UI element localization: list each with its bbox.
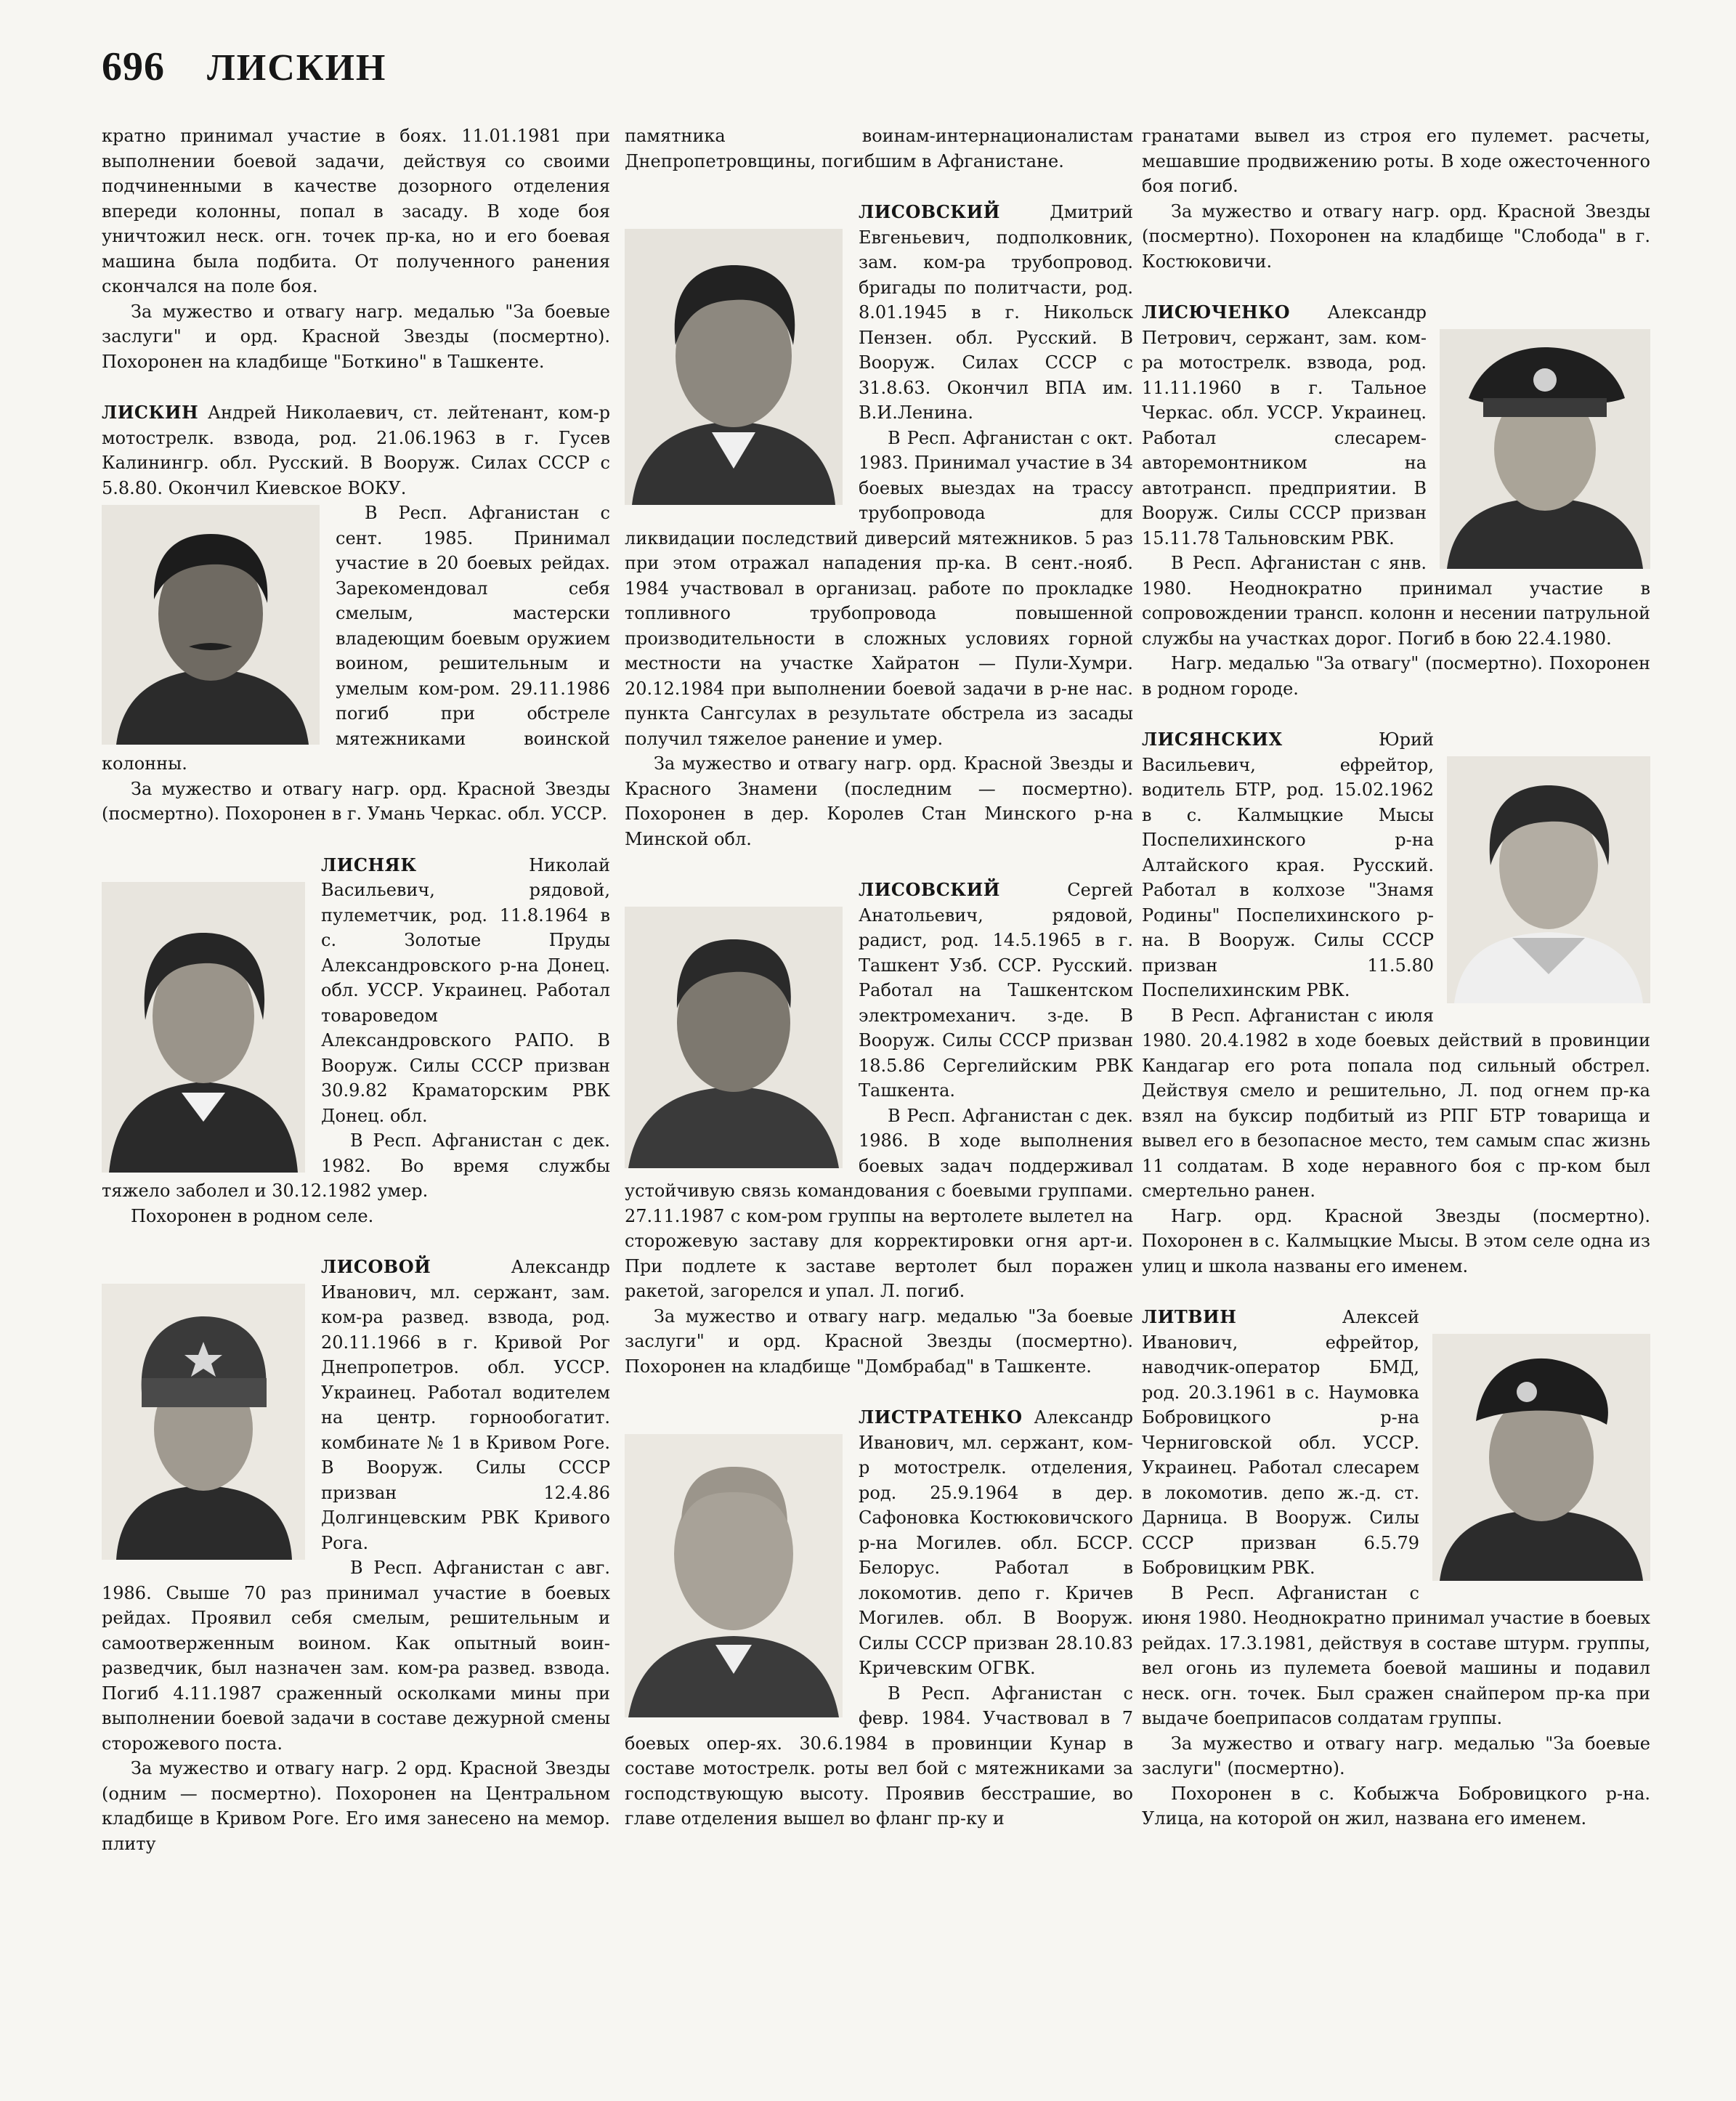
entry-lisnyak bbox=[102, 853, 610, 1229]
entry-paragraph: Похоронен в родном селе. bbox=[131, 1205, 374, 1226]
entry-lead bbox=[1142, 300, 1650, 551]
entry-lead bbox=[102, 853, 610, 1129]
column-1 bbox=[102, 124, 610, 1882]
entry-paragraph: За мужество и отвагу нагр. медалью "За боевые заслуги" и орд. Красной Звезды (посмертно). Похоронен на кладбище "Домбрабад" в Ташкенте. bbox=[625, 1305, 1133, 1377]
portrait-photo bbox=[1432, 1334, 1650, 1581]
entry-paragraph: кратно принимал участие в боях. 11.01.1981 при выполнении боевой задачи, действуя со своими подчиненными в качестве дозорного отделения впереди колонны, попал в засаду. В ходе боя уничтожил неск. огн. точек пр-ка, но и его боевая машина была подбита. От полученного ранения скончался на поле боя. bbox=[102, 126, 610, 296]
entry-lead-text: Александр Иванович, мл. сержант, зам. ком-ра развед. взвода, род. 20.11.1966 в г. Кривой Рог Днепропетров. обл. УССР. Украинец. Работал водителем на центр. горнообогатит. комбинате № 1 в Кривом Роге. В Вооруж. Силы СССР призван 12.4.86 Долгинцевским РВК Кривого Рога. bbox=[321, 1257, 610, 1553]
entry-lisovskiy-dmitriy bbox=[625, 200, 1133, 851]
entry-lead-body: Александр Петрович, сержант, зам. ком-ра мотострелк. взвода, род. 11.11.1960 в г. Тальное Черкас. обл. УССР. Украинец. Работал слесарем-авторемонтником на автотрансп. предприятии. В Вооруж. Силы СССР призван 15.11.78 Тальновским РВК. bbox=[1142, 302, 1427, 548]
entry-lead-body: Юрий Васильевич, ефрейтор, водитель БТР, род. 15.02.1962 в с. Калмыцкие Мысы Поспелихинского р-на Алтайского края. Русский. Работал в колхозе "Знамя Родины" Поспелихинского р-на. В Вооруж. Силы СССР призван 11.5.80 Поспелихинским РВК. bbox=[1142, 729, 1434, 1000]
entry-lead bbox=[625, 200, 1133, 426]
entry-litvin bbox=[1142, 1305, 1650, 1831]
entry-surname: ЛИСНЯК bbox=[321, 854, 417, 875]
entry-paragraph bbox=[102, 501, 610, 777]
entry-surname: ЛИСОВОЙ bbox=[321, 1256, 431, 1277]
entry-lead-text: Сергей Анатольевич, рядовой, радист, род. 14.5.1965 в г. Ташкент Узб. ССР. Русский. Работал на Ташкентском электромеханич. з-де. В Вооруж. Силы СССР призван 18.5.86 Сергелийским РВК Ташкента. bbox=[859, 880, 1133, 1101]
entry-surname: ЛИТВИН bbox=[1142, 1306, 1237, 1327]
entry-paragraph-text: В Респ. Афганистан с сент. 1985. Принимал участие в 20 боевых рейдах. Зарекомендовал себя смелым, мастерски владеющим боевым оружием воином, решительным и умелым ком-ром. 29.11.1986 погиб при обстреле мятежниками воинской колонны. bbox=[102, 503, 610, 774]
entry-paragraph: В Респ. Афганистан с июля 1980. 20.4.1982 в ходе боевых действий в провинции Кандагар его рота попала под сильный обстрел. Действуя смело и решительно, Л. под огнем пр-ка взял на буксир подбитый из РПГ БТР товарища и вывел его в безопасное место, тем самым спас жизнь 11 солдатам. В ходе неравного боя с пр-ком был смертельно ранен. bbox=[1142, 1005, 1650, 1201]
entry-lead bbox=[102, 1255, 610, 1555]
entry-surname: ЛИСОВСКИЙ bbox=[859, 201, 1000, 222]
entry-lead bbox=[102, 400, 610, 501]
entry-lead-text: Александр Иванович, мл. сержант, ком-р мотострелк. отделения, род. 25.9.1964 в дер. Сафоновка Костюковичского р-на Могилев. обл. БССР. Белорус. Работал в локомотив. депо г. Кричев Могилев. обл. В Вооруж. Силы СССР призван 28.10.83 Кричевским ОГВК. bbox=[859, 1407, 1133, 1678]
entry-paragraph: Нагр. орд. Красной Звезды (посмертно). Похоронен в с. Калмыцкие Мысы. В этом селе одна из улиц и школа названы его именем. bbox=[1142, 1205, 1650, 1276]
entry-paragraph: В Респ. Афганистан с февр. 1984. Участвовал в 7 боевых опер-ях. 30.6.1984 в провинции Кунар в составе мотострелк. роты вел бой с мятежниками за господствующую высоту. Проявив бесстрашие, во главе отделения вышел во фланг пр-ку и bbox=[625, 1683, 1133, 1829]
entry-lisovoy bbox=[102, 1255, 610, 1856]
entry-lead-text bbox=[1142, 302, 1427, 548]
portrait-photo bbox=[625, 1434, 843, 1717]
entry-surname: ЛИСЯНСКИХ bbox=[1142, 729, 1283, 750]
entry-paragraph: За мужество и отвагу нагр. медалью "За боевые заслуги" и орд. Красной Звезды (посмертно). Похоронен на кладбище "Боткино" в Ташкенте. bbox=[102, 301, 610, 372]
page-number: 696 bbox=[102, 44, 165, 89]
entry-paragraph: За мужество и отвагу нагр. медалью "За боевые заслуги" (посмертно). bbox=[1142, 1733, 1650, 1778]
entry-paragraph: За мужество и отвагу нагр. орд. Красной Звезды (посмертно). Похоронен на кладбище "Слобода" в г. Костюковичи. bbox=[1142, 201, 1650, 272]
entry-surname: ЛИСОВСКИЙ bbox=[859, 879, 1000, 900]
entry-lead bbox=[625, 1405, 1133, 1681]
entry-paragraph: В Респ. Афганистан с янв. 1980. Неоднократно принимал участие в сопровождении трансп. колонн и несении патрульной службы на участках дорог. Погиб в бою 22.4.1980. bbox=[1142, 553, 1650, 649]
entry-lead-text bbox=[1142, 729, 1434, 1000]
entry-paragraph: В Респ. Афганистан с окт. 1983. Принимал участие в 34 боевых выездах на трассу трубопровода для ликвидации последствий диверсий мятежников. 5 раз при этом отражал нападения пр-ка. В сент.-нояб. 1984 участвовал в организац. работе по прокладке топливного трубопровода повышенной производительности в сложных условиях горной местности на участке Хайратон — Пули-Хумри. 20.12.1984 при выполнении боевой задачи в р-не нас. пункта Сангсулах в результате обстрела из засады получил тяжелое ранение и умер. bbox=[625, 427, 1133, 749]
page-header bbox=[102, 44, 386, 90]
entry-paragraph: В Респ. Афганистан с авг. 1986. Свыше 70 раз принимал участие в боевых рейдах. Проявил себя смелым, решительным и самоотверженным воином. Как опытный воин-разведчик, был назначен зам. ком-ра развед. взвода. Погиб 4.11.1987 сраженный осколками мины при выполнении боевой задачи в составе дежурной смены сторожевого поста. bbox=[102, 1558, 610, 1754]
portrait-photo bbox=[102, 1284, 305, 1560]
portrait-photo bbox=[1440, 329, 1650, 569]
entry-lead-text: Дмитрий Евгеньевич, подполковник, зам. ком-ра трубопровод. бригады по политчасти, род. 8.01.1945 в г. Никольск Пензен. обл. Русский. В Вооруж. Силах СССР с 31.8.63. Окончил ВПА им. В.И.Ленина. bbox=[859, 202, 1133, 423]
entry-paragraph: За мужество и отвагу нагр. 2 орд. Красной Звезды (одним — посмертно). Похоронен на Центральном кладбище в Кривом Роге. Его имя занесено на мемор. плиту bbox=[102, 1758, 610, 1854]
entry-continuation bbox=[1142, 124, 1650, 274]
portrait-photo bbox=[1447, 756, 1650, 1003]
entry-liskin bbox=[102, 400, 610, 827]
entry-paragraph: В Респ. Афганистан с дек. 1982. Во время службы тяжело заболел и 30.12.1982 умер. bbox=[102, 1130, 610, 1201]
entry-continuation bbox=[102, 124, 610, 374]
entry-listratenko bbox=[625, 1405, 1133, 1831]
entry-lead-body: Алексей Иванович, ефрейтор, наводчик-оператор БМД, род. 20.3.1961 в с. Наумовка Бобровицкого р-на Черниговской обл. УССР. Украинец. Работал слесарем в локомотив. депо ж.-д. ст. Дарница. В Вооруж. Силы СССР призван 6.5.79 Бобровицким РВК. bbox=[1142, 1307, 1419, 1578]
entry-surname: ЛИСЮЧЕНКО bbox=[1142, 301, 1291, 323]
entry-paragraph: Нагр. медалью "За отвагу" (посмертно). Похоронен в родном городе. bbox=[1142, 653, 1650, 699]
entry-lisyanskikh bbox=[1142, 727, 1650, 1279]
entry-paragraph: За мужество и отвагу нагр. орд. Красной Звезды и Красного Знамени (последним — посмертно). Похоронен в дер. Королев Стан Минского р-на Минской обл. bbox=[625, 753, 1133, 849]
portrait-photo bbox=[625, 229, 843, 505]
entry-lead-text: Андрей Николаевич, ст. лейтенант, ком-р мотострелк. взвода, род. 21.06.1963 в г. Гусев Калинингр. обл. Русский. В Вооруж. Силах СССР с 5.8.80. Окончил Киевское ВОКУ. bbox=[102, 402, 610, 498]
entry-lisyuchenko bbox=[1142, 300, 1650, 701]
column-2 bbox=[625, 124, 1133, 1858]
entry-continuation bbox=[625, 124, 1133, 174]
running-head: ЛИСКИН bbox=[207, 47, 387, 89]
entry-paragraph: За мужество и отвагу нагр. орд. Красной Звезды (посмертно). Похоронен в г. Умань Черкас. обл. УССР. bbox=[102, 778, 610, 824]
entry-surname: ЛИСТРАТЕНКО bbox=[859, 1406, 1023, 1428]
entry-lead bbox=[1142, 1305, 1650, 1581]
portrait-photo bbox=[625, 907, 843, 1168]
entry-lead bbox=[1142, 727, 1650, 1003]
entry-lead-text bbox=[1142, 1307, 1419, 1578]
entry-surname: ЛИСКИН bbox=[102, 402, 199, 423]
entry-lisovskiy-sergey bbox=[625, 878, 1133, 1379]
entry-paragraph: памятника воинам-интернационалистам Днепропетровщины, погибшим в Афганистане. bbox=[625, 126, 1133, 171]
entry-paragraph: Похоронен в с. Кобыжча Бобровицкого р-на. Улица, на которой он жил, названа его именем. bbox=[1142, 1783, 1650, 1829]
column-3 bbox=[1142, 124, 1650, 1858]
entry-paragraph: гранатами вывел из строя его пулемет. расчеты, мешавшие продвижению роты. В ходе ожесточенного боя погиб. bbox=[1142, 126, 1650, 196]
entry-paragraph: В Респ. Афганистан с дек. 1986. В ходе выполнения боевых задач поддерживал устойчивую связь командования с боевыми группами. 27.11.1987 с ком-ром группы на вертолете вылетел на сторожевую заставу для корректировки огня арт-и. При подлете к заставе вертолет был поражен ракетой, загорелся и упал. Л. погиб. bbox=[625, 1105, 1133, 1301]
portrait-photo bbox=[102, 505, 320, 745]
portrait-photo bbox=[102, 882, 305, 1173]
entry-lead bbox=[625, 878, 1133, 1104]
entry-lead-text: Николай Васильевич, рядовой, пулеметчик, род. 11.8.1964 в с. Золотые Пруды Александровского р-на Донец. обл. УССР. Украинец. Работал товароведом Александровского РАПО. В Вооруж. Силы СССР призван 30.9.82 Краматорским РВК Донец. обл. bbox=[321, 854, 610, 1126]
entry-paragraph: В Респ. Афганистан с июня 1980. Неоднократно принимал участие в боевых рейдах. 17.3.1981, действуя в составе штурм. группы, вел огонь из пулемета боевой машины и подавил неск. огн. точек. Был сражен снайпером пр-ка при выдаче боеприпасов солдатам группы. bbox=[1142, 1582, 1650, 1728]
